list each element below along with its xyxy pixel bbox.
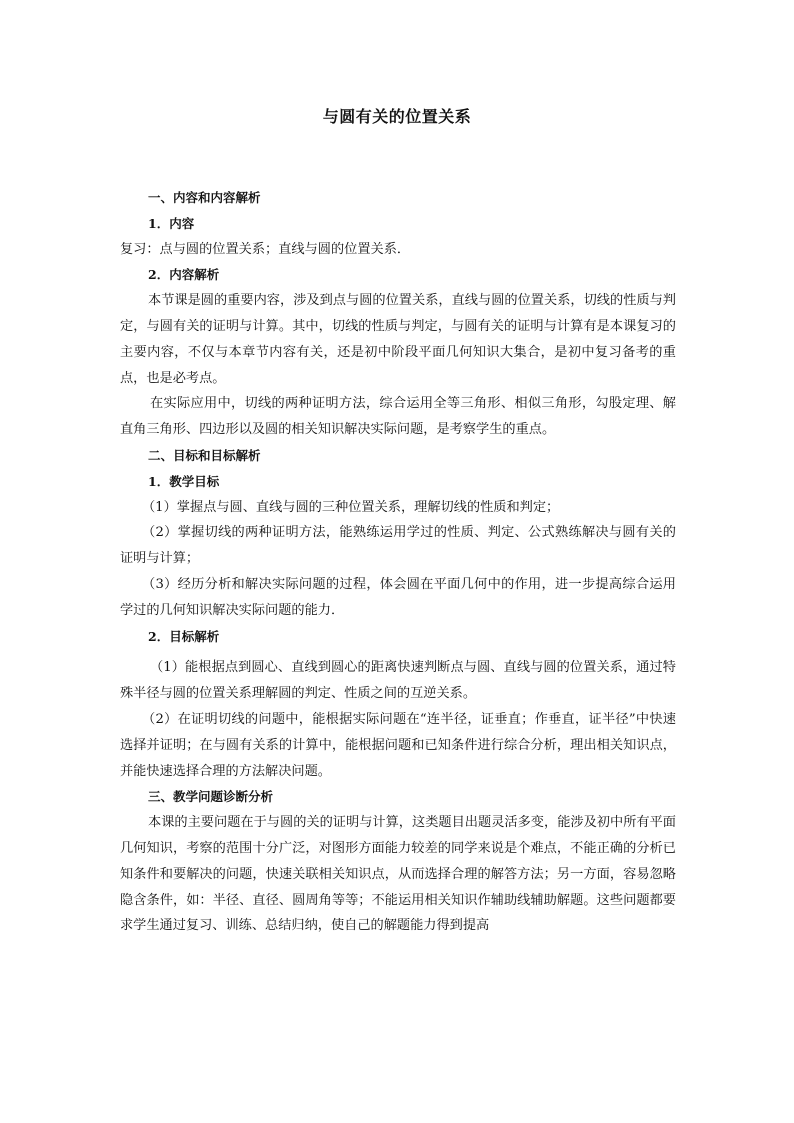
paragraph: 复习：点与圆的位置关系；直线与圆的位置关系． (120, 241, 411, 257)
section-heading: 二、目标和目标解析 (148, 447, 261, 463)
subsection-heading: 2．内容解析 (148, 267, 220, 283)
subsection-heading: 2．目标解析 (148, 628, 220, 644)
list-item: （1）掌握点与圆、直线与圆的三种位置关系，理解切线的性质和判定； (142, 499, 560, 515)
subsection-heading: 1．内容 (148, 215, 195, 231)
paragraph: 本课的主要问题在于与圆的关的证明与计算，这类题目出题灵活多变，能涉及初中所有平面几何知识，考察的范围十分广泛，对图形方面能力较差的同学来说是个难点，不能正确的分析已知条件和要解决的问题，快速关联相关知识点，从而选择合理的解答方法；另一方面，容易忽略隐含条件，如：半径、直径、圆周角等等；不能运用相关知识作辅助线辅助解题。这些问题都要求学生通过复习、训练、总结归纳，使自己的解题能力得到提高 (120, 815, 676, 934)
paragraph: 在实际应用中，切线的两种证明方法，综合运用全等三角形、相似三角形，勾股定理、解直角三角形、四边形以及圆的相关知识解决实际问题，是考察学生的重点。 (120, 396, 676, 438)
list-item: （2）掌握切线的两种证明方法，能熟练运用学过的性质、判定、公式熟练解决与圆有关的证明与计算； (120, 525, 676, 567)
list-item: （2）在证明切线的问题中，能根据实际问题在“连半径，证垂直；作垂直，证半径”中快速选择并证明；在与圆有关系的计算中，能根据问题和已知条件进行综合分析，理出相关知识点，并能快速选择合理的方法解决问题。 (120, 711, 676, 779)
section-heading: 三、教学问题诊断分析 (148, 789, 274, 805)
list-item: （3）经历分析和解决实际问题的过程，体会圆在平面几何中的作用，进一步提高综合运用学过的几何知识解决实际问题的能力． (120, 576, 676, 618)
section-heading: 一、内容和内容解析 (148, 190, 261, 205)
paragraph: 本节课是圆的重要内容，涉及到点与圆的位置关系，直线与圆的位置关系，切线的性质与判定，与圆有关的证明与计算。其中，切线的性质与判定，与圆有关的证明与计算有是本课复习的主要内容，不仅与本章节内容有关，还是初中阶段平面几何知识大集合，是初中复习备考的重点，也是必考点。 (120, 293, 676, 386)
document-title: 与圆有关的位置关系 (322, 107, 472, 126)
subsection-heading: 1．教学目标 (148, 473, 220, 489)
document-body (120, 185, 676, 939)
list-item: （1）能根据点到圆心、直线到圆心的距离快速判断点与圆、直线与圆的位置关系，通过特殊半径与圆的位置关系理解圆的判定、性质之间的互逆关系。 (120, 660, 676, 702)
